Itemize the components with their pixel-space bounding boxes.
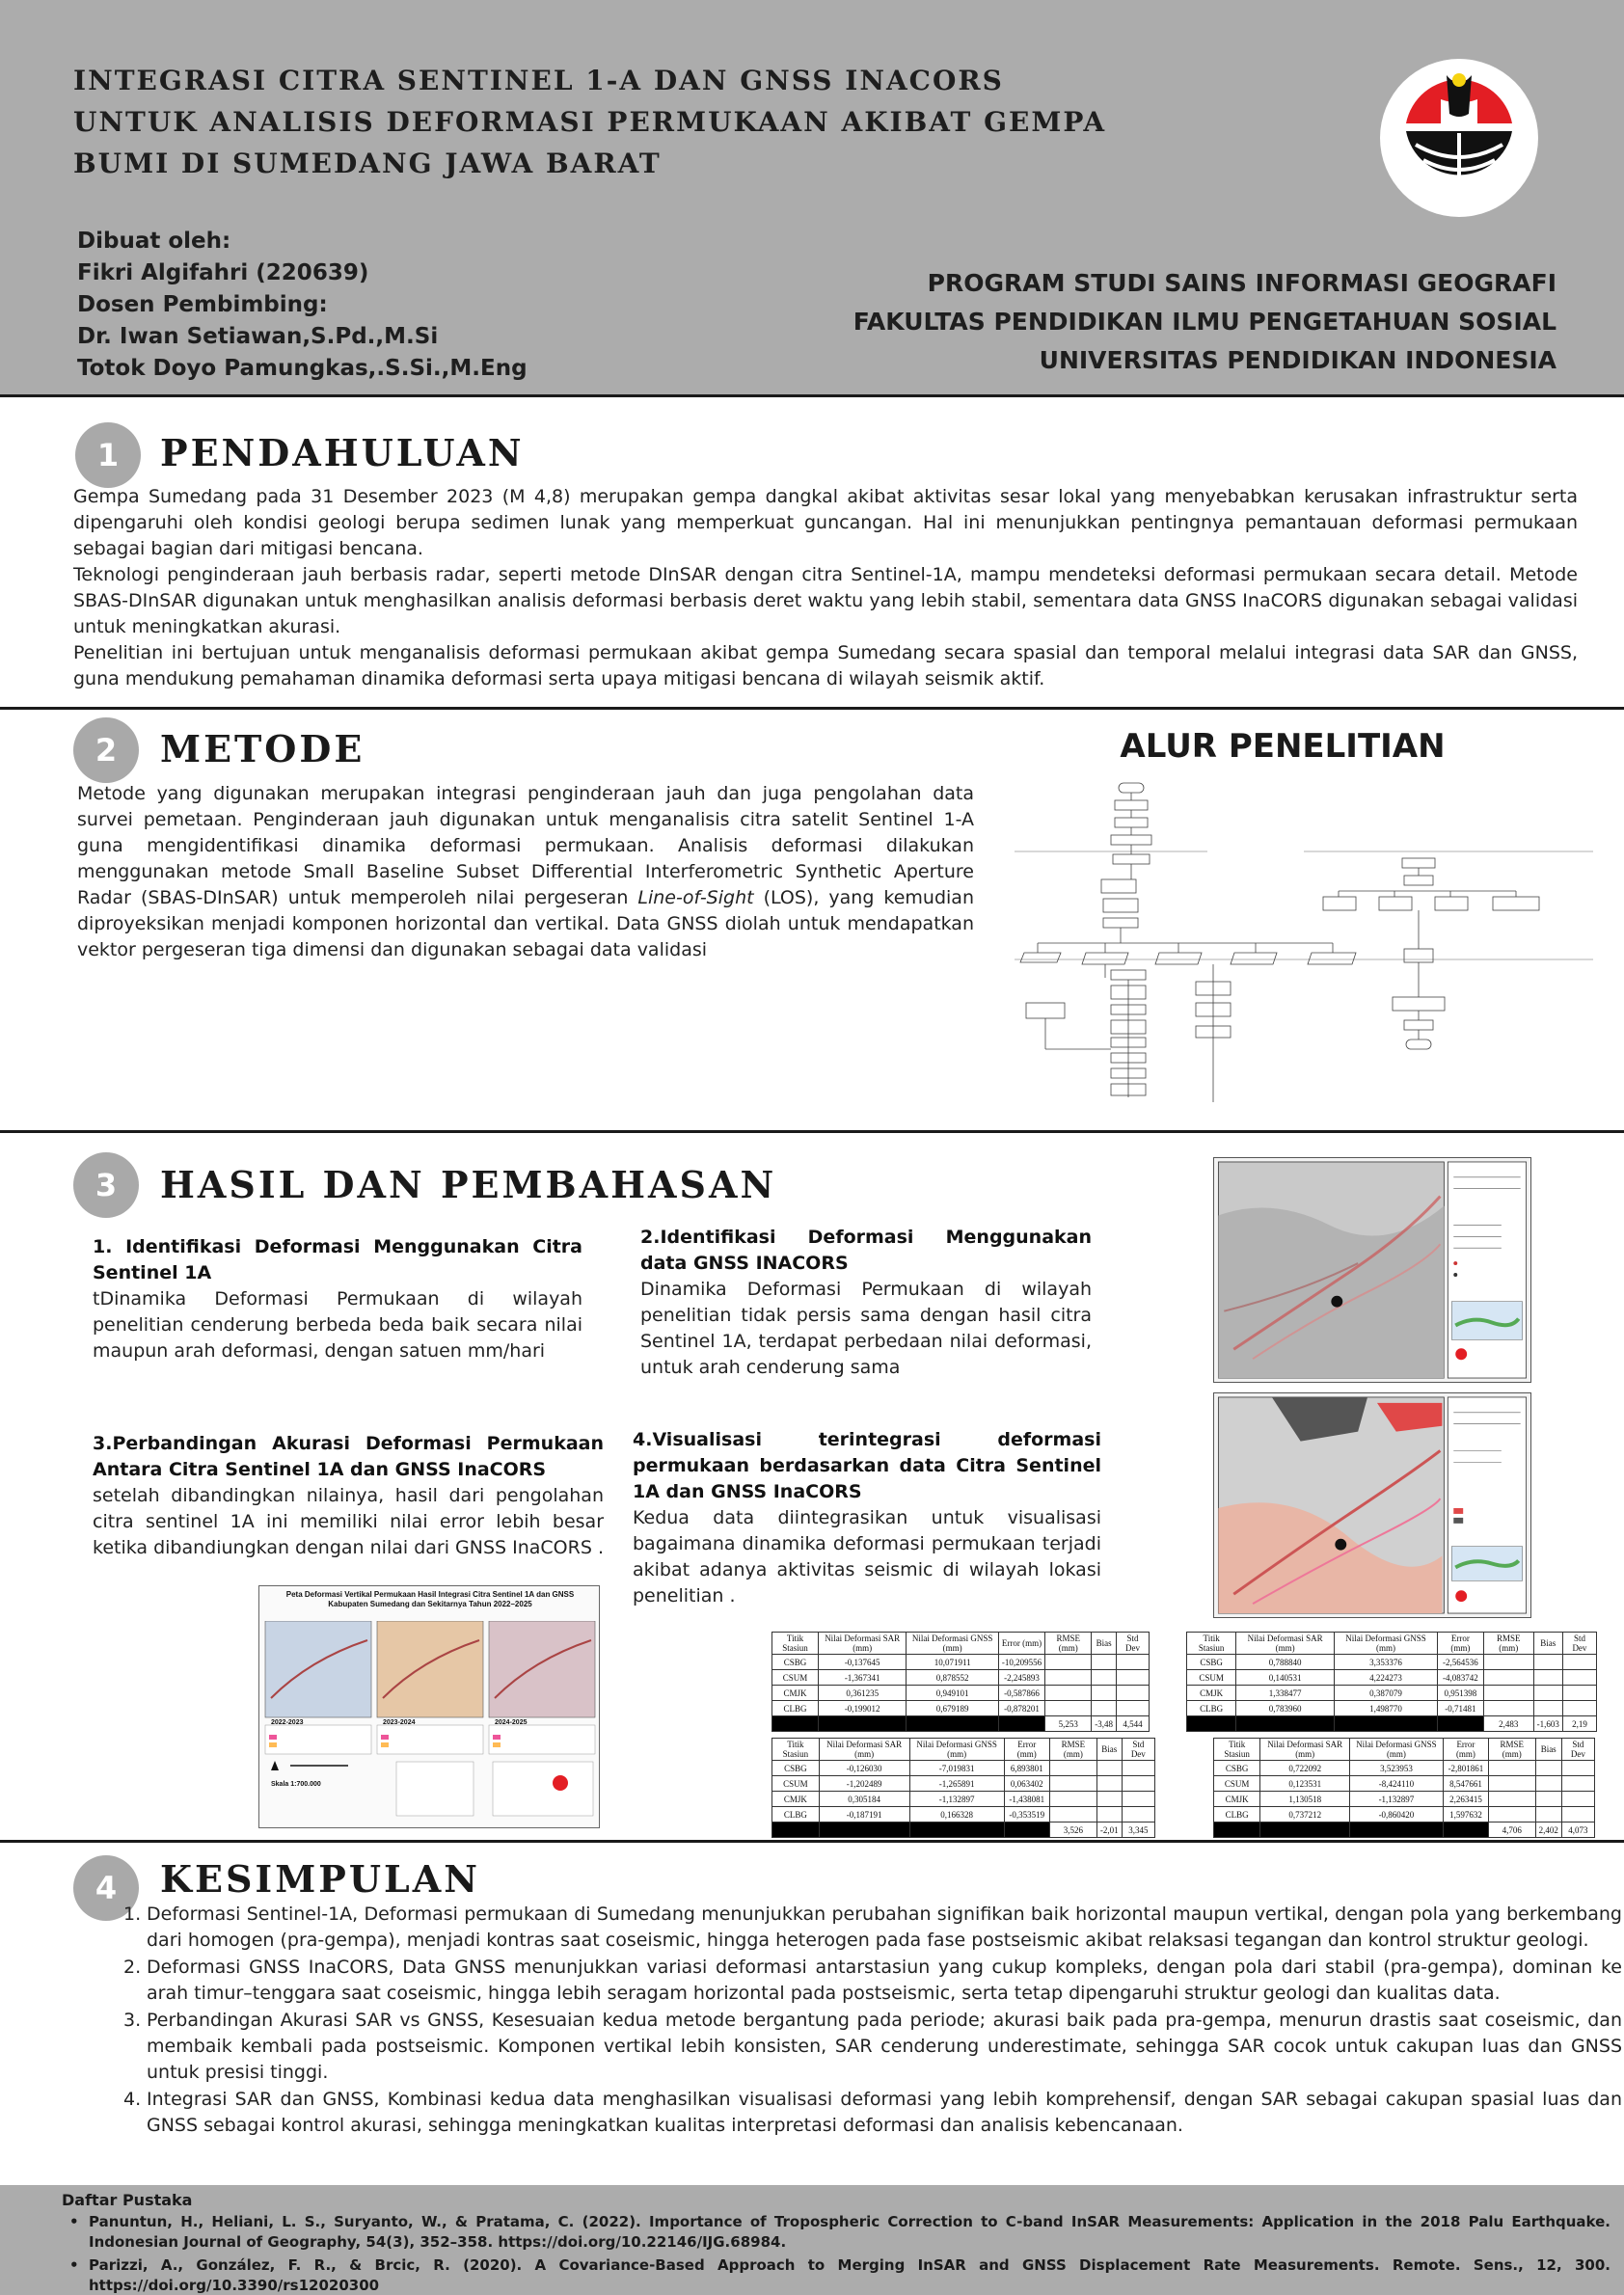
hasil-heading: 1. Identifikasi Deformasi Menggunakan Citra Sentinel 1A [93, 1236, 582, 1283]
section-title-pendahuluan: PENDAHULUAN [160, 431, 525, 474]
section-number-badge: 1 [75, 422, 141, 488]
kesimpulan-list [123, 1902, 1622, 2140]
references-title: Daftar Pustaka [62, 2191, 193, 2209]
section-title-hasil: HASIL DAN PEMBAHASAN [160, 1163, 777, 1206]
metode-text: Metode yang digunakan merupakan integrasi penginderaan jauh dan juga pengolahan data survei pemetaan. Penginderaan jauh digunakan untuk menganalisis citra satelit Sentinel 1-A guna mengidentifikasi dinamika deformasi permukaan. Analisis deformasi dilakukan menggunakan metode Small Baseline Subset Differential Interferometric Synthetic Aperture Radar (SBAS-DInSAR) untuk memperoleh nilai pergeseran Line-of-Sight (LOS), yang kemudian diproyeksikan menjadi komponen horizontal dan vertikal. Data GNSS diolah untuk mendapatkan vektor pergeseran tiga dimensi dan digunakan sebagai data validasi [77, 783, 974, 960]
research-flowchart [1015, 779, 1593, 1107]
university-logo [1377, 56, 1541, 220]
accuracy-table-3 [771, 1738, 1155, 1838]
hasil-text: Dinamika Deformasi Permukaan di wilayah penelitian tidak persis sama dengan hasil citra Sentinel 1A, terdapat perbedaan nilai deformasi, untuk arah cenderung sama [640, 1279, 1092, 1378]
accuracy-table-2 [1186, 1632, 1597, 1732]
mini-map-title: Peta Deformasi Vertikal Permukaan Hasil Integrasi Citra Sentinel 1A dan GNSS Kabupaten Sumedang dan Sekitarnya Tahun 2022–2025 [285, 1590, 575, 1608]
author-line: Dibuat oleh: [77, 229, 231, 254]
table-row: CSBG -0,126030 -7,019831 6,893801 [772, 1761, 1155, 1776]
section-divider [0, 707, 1624, 710]
hasil-heading: 2.Identifikasi Deformasi Menggunakan data GNSS INACORS [640, 1227, 1092, 1274]
table-header-row: Titik Stasiun Nilai Deformasi SAR (mm) Nilai Deformasi GNSS (mm) Error (mm) RMSE (mm) Bias Std Dev [1214, 1739, 1595, 1761]
author-line: Dosen Pembimbing: [77, 292, 328, 317]
section-title-kesimpulan: KESIMPULAN [160, 1857, 480, 1901]
table-row: CSBG 0,722092 3,523953 -2,801861 [1214, 1761, 1595, 1776]
mini-deformation-map [258, 1585, 600, 1828]
deformation-map-integrated [1213, 1392, 1531, 1618]
section-title-metode: METODE [160, 727, 365, 770]
hasil-heading: 4.Visualisasi terintegrasi deformasi permukaan berdasarkan data Citra Sentinel 1A dan GNSS InaCORS [633, 1429, 1101, 1502]
institution-line: PROGRAM STUDI SAINS INFORMASI GEOGRAFI [927, 269, 1556, 297]
table-row: CLBG -0,199012 0,679189 -0,878201 [772, 1701, 1150, 1716]
mini-map-scale: Skala 1:700.000 [271, 1781, 321, 1788]
list-item: 4. Integrasi SAR dan GNSS, Kombinasi kedua data menghasilkan visualisasi deformasi yang lebih komprehensif, dengan SAR sebagai cakupan spasial luas dan GNSS sebagai kontrol akurasi, sehingga meningkatkan kualitas interpretasi deformasi dan analisis kebencanaan. [123, 2089, 1622, 2136]
section-number-badge: 4 [73, 1855, 139, 1921]
author-block [77, 226, 528, 385]
reference-item: • Panuntun, H., Heliani, L. S., Suryanto, W., & Pratama, C. (2022). Importance of Tropospheric Correction to C-band InSAR Measurements: Application in the 2018 Palu Earthquake. Indonesian Journal of Geography, 54(3), 352–358. https://doi.org/10.22146/IJG.68984. [69, 2213, 1610, 2251]
poster-title: INTEGRASI CITRA SENTINEL 1-A DAN GNSS INACORS UNTUK ANALISIS DEFORMASI PERMUKAAN AKIBAT GEMPA BUMI DI SUMEDANG JAWA BARAT [73, 65, 1107, 179]
table-summary-row: 5,253 -3,48 4,544 [772, 1716, 1150, 1732]
table-row: CSUM -1,202489 -1,265891 0,063402 [772, 1776, 1155, 1792]
deformation-map-sentinel [1213, 1157, 1531, 1383]
hasil-text: tDinamika Deformasi Permukaan di wilayah penelitian cenderung berbeda beda baik secara nilai maupun arah deformasi, dengan satuen mm/hari [93, 1288, 582, 1362]
institution-line: FAKULTAS PENDIDIKAN ILMU PENGETAHUAN SOSIAL [853, 308, 1556, 336]
paragraph: Teknologi penginderaan jauh berbasis radar, seperti metode DInSAR dengan citra Sentinel-1A, mampu mendeteksi deformasi permukaan secara detail. Metode SBAS-DInSAR digunakan untuk menghasilkan analisis deformasi berbasis deret waktu yang lebih stabil, sementara data GNSS InaCORS digunakan sebagai validasi untuk meningkatkan akurasi. [73, 564, 1578, 637]
list-item: 3. Perbandingan Akurasi SAR vs GNSS, Kesesuaian kedua metode bergantung pada periode; akurasi baik pada pra-gempa, menurun drastis saat coseismic, dan membaik kembali pada postseismic. Komponen vertikal lebih konsisten, SAR cenderung underestimate, sehingga SAR cocok untuk cakupan luas dan GNSS untuk presisi tinggi. [123, 2010, 1622, 2083]
institution-line: UNIVERSITAS PENDIDIKAN INDONESIA [1039, 346, 1556, 374]
hasil-text: Kedua data diintegrasikan untuk visualisasi bagaimana dinamika deformasi permukaan terjadi akibat adanya aktivitas seismic di wilayah lokasi penelitian . [633, 1507, 1101, 1606]
table-row: CSUM 0,123531 -8,424110 8,547661 [1214, 1776, 1595, 1792]
table-row: CSUM 0,140531 4,224273 -4,083742 [1187, 1670, 1597, 1686]
accuracy-table-1 [771, 1632, 1150, 1732]
table-row: CMJK 1,130518 -1,132897 2,263415 [1214, 1792, 1595, 1807]
table-row: CSUM -1,367341 0,878552 -2,245893 [772, 1670, 1150, 1686]
hasil-block-3 [93, 1431, 604, 1561]
paragraph: Penelitian ini bertujuan untuk menganalisis deformasi permukaan akibat gempa Sumedang secara spasial dan temporal melalui integrasi data SAR dan GNSS, guna mendukung pemahaman dinamika deformasi serta upaya mitigasi bencana di wilayah seismik aktif. [73, 642, 1578, 689]
table-summary-row: 2,483 -1,603 2,19 [1187, 1716, 1597, 1732]
author-line: Totok Doyo Pamungkas,.S.Si.,M.Eng [77, 356, 528, 381]
table-row: CMJK 0,305184 -1,132897 -1,438081 [772, 1792, 1155, 1807]
author-line: Dr. Iwan Setiawan,S.Pd.,M.Si [77, 324, 439, 349]
author-line: Fikri Algifahri (220639) [77, 260, 369, 285]
section-number-badge: 2 [73, 717, 139, 783]
paragraph: Gempa Sumedang pada 31 Desember 2023 (M 4,8) merupakan gempa dangkal akibat aktivitas sesar lokal yang menyebabkan kerusakan infrastruktur serta dipengaruhi oleh kondisi geologi berupa sedimen lunak yang memperkuat guncangan. Hal ini menunjukkan pentingnya pemantauan deformasi permukaan sebagai bagian dari mitigasi bencana. [73, 486, 1578, 559]
poster-header [0, 0, 1624, 397]
table-row: CMJK 1,338477 0,387079 0,951398 [1187, 1686, 1597, 1701]
section-number-badge: 3 [73, 1152, 139, 1218]
table-header-row: Titik Stasiun Nilai Deformasi SAR (mm) Nilai Deformasi GNSS (mm) Error (mm) RMSE (mm) Bias Std Dev [772, 1739, 1155, 1761]
hasil-heading: 3.Perbandingan Akurasi Deformasi Permukaan Antara Citra Sentinel 1A dan GNSS InaCORS [93, 1433, 604, 1480]
accuracy-table-4 [1213, 1738, 1595, 1838]
table-header-row: Titik Stasiun Nilai Deformasi SAR (mm) Nilai Deformasi GNSS (mm) Error (mm) RMSE (mm) Bias Std Dev [1187, 1633, 1597, 1655]
table-row: CLBG 0,783960 1,498770 -0,71481 [1187, 1701, 1597, 1716]
table-row: CLBG 0,737212 -0,860420 1,597632 [1214, 1807, 1595, 1822]
pendahuluan-text [73, 484, 1578, 692]
reference-list [68, 2212, 1610, 2295]
table-row: CSBG 0,788840 3,353376 -2,564536 [1187, 1655, 1597, 1670]
section-divider [0, 1840, 1624, 1843]
mini-map-year: 2022-2023 [271, 1719, 304, 1726]
list-item: 1. Deformasi Sentinel-1A, Deformasi permukaan di Sumedang menunjukkan perubahan signifikan baik horizontal maupun vertikal, dengan pola yang berkembang dari homogen (pra-gempa), menjadi kontras saat coseismic, hingga heterogen pada fase postseismic akibat relaksasi tegangan dan kontrol struktur geologi. [123, 1904, 1622, 1951]
italic-term: Line-of-Sight [637, 887, 754, 908]
institution-block [853, 264, 1556, 380]
table-row: CSBG -0,137645 10,071911 -10,209556 [772, 1655, 1150, 1670]
table-row: CMJK 0,361235 0,949101 -0,587866 [772, 1686, 1150, 1701]
section-divider [0, 1130, 1624, 1133]
table-summary-row: 4,706 2,402 4,073 [1214, 1822, 1595, 1838]
table-row: CLBG -0,187191 0,166328 -0,353519 [772, 1807, 1155, 1822]
reference-item: • Parizzi, A., González, F. R., & Brcic, R. (2020). A Covariance-Based Approach to Merging InSAR and GNSS Displacement Rate Measurements. Remote. Sens., 12, 300. https://doi.org/10.3390/rs12020300 [69, 2256, 1610, 2294]
hasil-text: setelah dibandingkan nilainya, hasil dari pengolahan citra sentinel 1A ini memiliki nilai error lebih besar ketika dibandiungkan dengan nilai dari GNSS InaCORS . [93, 1485, 604, 1558]
mini-map-year: 2023-2024 [383, 1719, 416, 1726]
mini-map-panels [261, 1621, 599, 1825]
hasil-block-4 [633, 1427, 1101, 1609]
table-summary-row: 3,526 -2,01 3,345 [772, 1822, 1155, 1838]
list-item: 2. Deformasi GNSS InaCORS, Data GNSS menunjukkan variasi deformasi antarstasiun yang cukup kompleks, dengan pola dari stabil (pra-gempa), dominan ke arah timur–tenggara saat coseismic, hingga lebih seragam horizontal pada postseismic, serta tetap dipengaruhi struktur geologi dan kualitas data. [123, 1957, 1622, 2004]
alur-penelitian-title: ALUR PENELITIAN [1120, 727, 1446, 766]
table-header-row: Titik Stasiun Nilai Deformasi SAR (mm) Nilai Deformasi GNSS (mm) Error (mm) RMSE (mm) Bias Std Dev [772, 1633, 1150, 1655]
hasil-block-2 [640, 1225, 1092, 1381]
hasil-block-1 [93, 1234, 582, 1364]
mini-map-year: 2024-2025 [495, 1719, 528, 1726]
